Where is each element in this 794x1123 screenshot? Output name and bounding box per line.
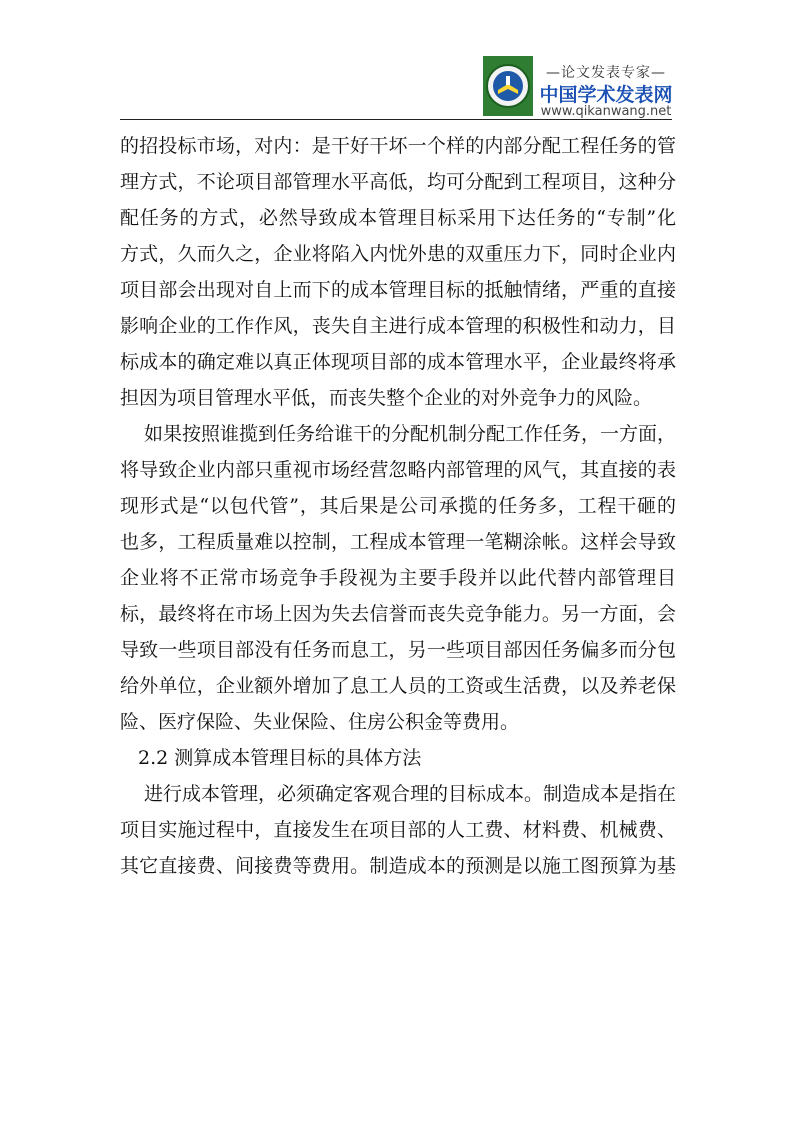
site-logo bbox=[483, 56, 673, 118]
text-line: 给外单位，企业额外增加了息工人员的工资或生活费，以及养老保 bbox=[120, 675, 676, 697]
text-line: 标成本的确定难以真正体现项目部的成本管理水平，企业最终将承 bbox=[120, 351, 676, 373]
logo-slogan: —论文发表专家— bbox=[546, 65, 666, 81]
logo-site-name: 中国学术发表网 bbox=[539, 84, 673, 106]
text-line: 也多，工程质量难以控制，工程成本管理一笔糊涂帐。这样会导致 bbox=[120, 531, 676, 553]
header-divider bbox=[120, 119, 672, 120]
text-line: 影响企业的工作作风，丧失自主进行成本管理的积极性和动力，目 bbox=[120, 315, 676, 337]
text-line: 方式，久而久之，企业将陷入内忧外患的双重压力下，同时企业内 bbox=[120, 243, 676, 265]
text-line: 险、医疗保险、失业保险、住房公积金等费用。 bbox=[120, 711, 520, 733]
text-line: 担因为项目管理水平低，而丧失整个企业的对外竞争力的风险。 bbox=[120, 387, 653, 409]
text-line: 企业将不正常市场竞争手段视为主要手段并以此代替内部管理目 bbox=[120, 567, 676, 589]
text-line: 其它直接费、间接费等费用。制造成本的预测是以施工图预算为基 bbox=[120, 855, 676, 877]
text-line: 如果按照谁揽到任务给谁干的分配机制分配工作任务，一方面， bbox=[144, 423, 677, 445]
text-line: 导致一些项目部没有任务而息工，另一些项目部因任务偏多而分包 bbox=[120, 639, 676, 661]
text-line: 理方式，不论项目部管理水平高低，均可分配到工程项目，这种分 bbox=[120, 171, 676, 193]
logo-url: www.qikanwang.net bbox=[540, 104, 672, 119]
text-line: 将导致企业内部只重视市场经营忽略内部管理的风气，其直接的表 bbox=[120, 459, 676, 481]
text-line: 配任务的方式，必然导致成本管理目标采用下达任务的“专制”化 bbox=[120, 207, 676, 229]
text-line: 项目实施过程中，直接发生在项目部的人工费、材料费、机械费、 bbox=[120, 819, 676, 841]
seal-icon bbox=[483, 56, 533, 116]
text-line: 标，最终将在市场上因为失去信誉而丧失竞争能力。另一方面，会 bbox=[120, 603, 676, 625]
section-heading: 2.2 测算成本管理目标的具体方法 bbox=[138, 747, 422, 769]
text-line: 的招投标市场，对内：是干好干坏一个样的内部分配工程任务的管 bbox=[120, 135, 676, 157]
text-line: 进行成本管理，必须确定客观合理的目标成本。制造成本是指在 bbox=[144, 783, 677, 805]
document-body bbox=[120, 128, 676, 884]
text-line: 项目部会出现对自上而下的成本管理目标的抵触情绪，严重的直接 bbox=[120, 279, 676, 301]
text-line: 现形式是“以包代管”，其后果是公司承揽的任务多，工程干砸的 bbox=[120, 495, 676, 517]
